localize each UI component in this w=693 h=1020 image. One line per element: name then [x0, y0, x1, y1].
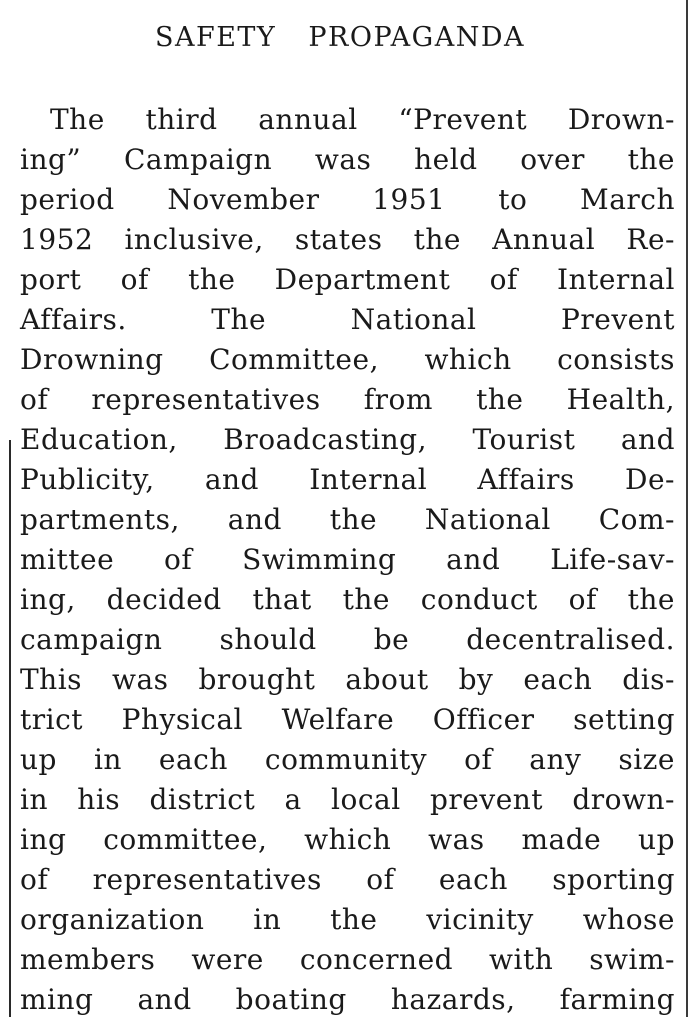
text-line: up in each community of any size [20, 743, 675, 776]
text-line: Education, Broadcasting, Tourist and [20, 423, 675, 456]
text-line: The third annual “Prevent Drown- [50, 103, 675, 136]
text-line: ing” Campaign was held over the [20, 143, 675, 176]
text-line: of representatives from the Health, [20, 383, 675, 416]
text-line: mittee of Swimming and Life-sav- [20, 543, 675, 576]
text-line: Affairs. The National Prevent [20, 303, 675, 336]
text-line: in his district a local prevent drown- [20, 783, 675, 816]
text-line: period November 1951 to March [20, 183, 675, 216]
text-line: ing, decided that the conduct of the [20, 583, 675, 616]
text-line: organization in the vicinity whose [20, 903, 675, 936]
column-rule-left [9, 440, 11, 1017]
text-line: of representatives of each sporting [20, 863, 675, 896]
text-line: campaign should be decentralised. [20, 623, 675, 656]
text-line: partments, and the National Com- [20, 503, 675, 536]
text-line: trict Physical Welfare Officer setting [20, 703, 675, 736]
text-line: ing committee, which was made up [20, 823, 675, 856]
text-line: members were concerned with swim- [20, 943, 675, 976]
column-rule-right [686, 0, 688, 1017]
text-line: Drowning Committee, which consists [20, 343, 675, 376]
article-title: SAFETY PROPAGANDA [154, 22, 525, 53]
text-line: port of the Department of Internal [20, 263, 675, 296]
text-line: ming and boating hazards, farming [20, 983, 675, 1016]
text-line: This was brought about by each dis- [20, 663, 675, 696]
text-line: 1952 inclusive, states the Annual Re- [20, 223, 675, 256]
text-line: Publicity, and Internal Affairs De- [20, 463, 675, 496]
article-body [20, 100, 675, 1020]
